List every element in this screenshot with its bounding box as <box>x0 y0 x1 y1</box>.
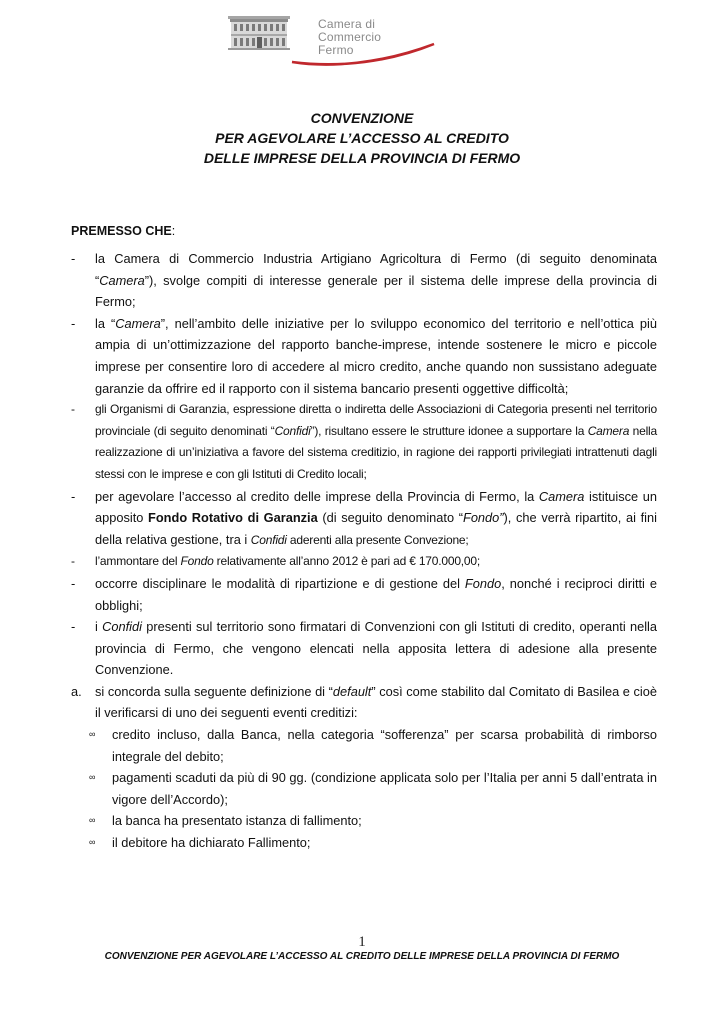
list-item <box>71 399 657 485</box>
logo-swoosh-icon <box>290 42 438 70</box>
text-run-italic: Confidi <box>102 619 142 635</box>
text-run: ”), risultano essere le strutture idonee a supportare la <box>310 423 588 438</box>
sub-item-text: credito incluso, dalla Banca, nella categoria “sofferenza” per scarsa probabilità di rimborso integrale del debito; <box>112 727 657 764</box>
document-body <box>71 248 657 854</box>
logo-line-2: Fermo <box>318 43 354 57</box>
sub-list-item <box>71 724 657 767</box>
dash-marker: - <box>71 488 76 504</box>
text-run: ”, nell’ambito delle iniziative per lo sviluppo economico del territorio e nell’ottica più ampia di un’ottimizzazione del rapporto banche-imprese, intende sostenere le micro e piccole imprese per consentire loro di accedere al micro credito, anche quando non sussistano adeguate garanzie da offrire ed il rapporto con il sistema bancario presenti oggettive difficoltà; <box>95 315 657 396</box>
premesso-colon: : <box>171 224 176 238</box>
text-run-italic: Camera <box>538 488 585 504</box>
chamber-logo <box>228 12 438 66</box>
list-item <box>71 616 657 681</box>
text-run-italic: default <box>332 683 372 699</box>
page-footer: CONVENZIONE PER AGEVOLARE L’ACCESSO AL CREDITO DELLE IMPRESE DELLA PROVINCIA DI FERMO <box>104 951 620 962</box>
text-run: l’ammontare del <box>95 554 181 569</box>
text-run: relativamente all’anno 2012 è pari ad € 170.000,00; <box>213 554 481 569</box>
dash-marker: - <box>71 575 76 591</box>
infinity-bullet-icon: ∞ <box>89 815 96 826</box>
premesso-heading <box>71 224 175 238</box>
list-item <box>71 486 657 552</box>
text-run: nella realizzazione di un’iniziativa a favore del sistema creditizio, in ragione dei rapporti privilegiati intrattenuti dagli stessi con le imprese e con gli Istituti di Credito locali; <box>95 423 657 481</box>
list-item <box>71 573 657 616</box>
dash-marker: - <box>71 619 76 635</box>
text-run: ), che verrà ripartito, ai fini della relativa gestione, tra i <box>95 510 657 547</box>
text-run: ” così come stabilito dal Comitato di Basilea e cioè il verificarsi di uno dei seguenti eventi creditizi: <box>95 683 658 721</box>
sub-item-text: il debitore ha dichiarato Fallimento; <box>112 835 311 851</box>
text-run: la “ <box>95 315 116 331</box>
text-run: aderenti alla presente Convezione; <box>286 532 469 547</box>
text-run-italic: Fondo <box>180 554 214 569</box>
building-icon <box>228 14 290 50</box>
text-run: istituisce un apposito <box>95 488 657 526</box>
text-run: i <box>95 619 103 635</box>
document-title <box>0 108 724 168</box>
text-run: gli Organismi di Garanzia, espressione diretta o indiretta delle Associazioni di Categoria presenti nel territorio provinciale (di seguito denominati “ <box>95 402 657 438</box>
title-line-1: CONVENZIONE <box>310 110 414 126</box>
dash-marker: - <box>71 251 76 266</box>
page-number: 1 <box>358 934 366 950</box>
premesso-label: PREMESSO CHE <box>71 224 172 238</box>
dash-marker: - <box>71 315 76 331</box>
text-run-italic: Fondo <box>464 575 502 591</box>
text-run: (di seguito denominato “ <box>317 510 463 526</box>
sub-item-text: pagamenti scaduti da più di 90 gg. (condizione applicata solo per l’Italia per anni 5 dall’entrata in vigore dell’Accordo); <box>112 770 657 807</box>
sub-list-item <box>71 767 657 810</box>
text-run: si concorda sulla seguente definizione di “ <box>95 683 333 699</box>
text-run: occorre disciplinare le modalità di ripartizione e di gestione del <box>95 575 465 591</box>
sub-item-text: la banca ha presentato istanza di fallimento; <box>112 813 362 829</box>
title-line-3: DELLE IMPRESE DELLA PROVINCIA DI FERMO <box>203 150 521 166</box>
dash-marker: - <box>71 554 75 569</box>
logo-line-1: Camera di Commercio <box>318 17 382 44</box>
text-run-italic: Confidi <box>250 532 287 547</box>
text-run-italic: Camera <box>587 423 630 438</box>
sub-list-item <box>71 832 657 854</box>
text-run: presenti sul territorio sono firmatari di Convenzioni con gli Istituti di credito, operanti nella provincia di Fermo, che vengono elencati nella apposita lettera di adesione alla presente Convenzione. <box>95 619 657 678</box>
text-run: la Camera di Commercio Industria Artigiano Agricoltura di Fermo (di seguito denominata “ <box>95 251 657 288</box>
text-run: per agevolare l’accesso al credito delle imprese della Provincia di Fermo, la <box>95 488 539 504</box>
list-item <box>71 551 657 573</box>
text-run: ”), svolge compiti di interesse generale per il sistema delle imprese della provincia di Fermo; <box>95 272 657 310</box>
list-item <box>71 313 657 399</box>
dash-marker: - <box>71 402 75 417</box>
title-line-2: PER AGEVOLARE L’ACCESSO AL CREDITO <box>215 130 509 146</box>
infinity-bullet-icon: ∞ <box>89 772 96 783</box>
letter-marker: a. <box>71 683 82 699</box>
sub-list-item <box>71 810 657 832</box>
text-run: , nonché i reciproci diritti e obblighi; <box>95 575 657 613</box>
infinity-bullet-icon: ∞ <box>89 729 96 740</box>
text-run-italic: Fondo” <box>463 510 504 526</box>
list-item <box>71 248 657 313</box>
lettered-item <box>71 681 657 724</box>
text-run-italic: Camera <box>99 272 145 288</box>
text-run-italic: Confidi <box>274 423 311 438</box>
text-run-bold: Fondo Rotativo di Garanzia <box>148 510 318 526</box>
text-run-italic: Camera <box>115 315 161 331</box>
infinity-bullet-icon: ∞ <box>89 837 96 848</box>
